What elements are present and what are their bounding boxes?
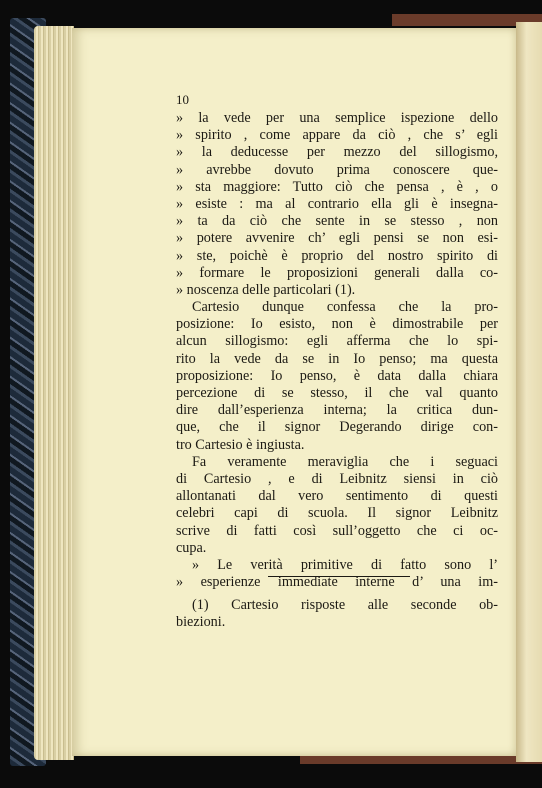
text-line: » la vede per una semplice ispezione dello <box>176 110 498 126</box>
text-line: » ste, poichè è proprio del nostro spirito di <box>176 247 498 264</box>
text-line: » avrebbe dovuto prima conoscere que- <box>176 161 498 178</box>
text-line: » potere avvenire ch’ egli pensi se non esi- <box>176 230 498 247</box>
text-line: tro Cartesio è ingiusta. <box>176 436 305 453</box>
facing-page-edge <box>516 22 542 762</box>
text-line: Fa veramente meraviglia che i seguaci <box>192 453 498 470</box>
text-line: » esiste : ma al contrario ella gli è insegna- <box>176 195 498 212</box>
footnote-line: biezioni. <box>176 614 226 631</box>
text-line: rito la vede da se in Io penso; ma questa <box>176 350 498 367</box>
text-line: scrive di fatti così sull’oggetto che ci oc- <box>176 522 498 539</box>
footnote-rule <box>268 576 410 577</box>
text-line: posizione: Io esisto, non è dimostrabile per <box>176 316 498 333</box>
text-line: » ta da ciò che sente in se stesso , non <box>176 213 498 230</box>
text-line: dire dall’esperienza interna; la critica dun- <box>176 402 498 419</box>
text-line: proposizione: Io penso, è data dalla chiara <box>176 367 498 384</box>
footnote <box>176 597 498 631</box>
text-line: » formare le proposizioni generali dalla co- <box>176 264 498 281</box>
text-line: » la deducesse per mezzo del sillogismo, <box>176 144 498 161</box>
text-line: alcun sillogismo: egli afferma che lo spi- <box>176 333 498 350</box>
text-line: » esperienze immediate interne d’ una im- <box>176 574 498 591</box>
text-line: » Le verità primitive di fatto sono l’ <box>192 556 498 573</box>
text-line: Cartesio dunque confessa che la pro- <box>192 299 498 316</box>
text-line: » noscenza delle particolari (1). <box>176 281 356 298</box>
text-line: » spirito , come appare da ciò , che s’ egli <box>176 127 498 144</box>
body-text <box>176 110 498 591</box>
text-line: allontanati dal vero sentimento di questi <box>176 488 498 505</box>
text-line: di Cartesio , e di Leibnitz siensi in ciò <box>176 470 498 487</box>
text-line: cupa. <box>176 539 207 556</box>
text-line: percezione di se stesso, il che val quanto <box>176 385 498 401</box>
footnote-line: (1) Cartesio risposte alle seconde ob- <box>192 597 498 613</box>
text-line: celebri capi di scuola. Il signor Leibnitz <box>176 505 498 522</box>
text-line: » sta maggiore: Tutto ciò che pensa , è , o <box>176 178 498 195</box>
text-line: que, che il signor Degerando dirige con- <box>176 419 498 436</box>
page-edges <box>34 26 74 760</box>
page-number: 10 <box>176 92 189 107</box>
